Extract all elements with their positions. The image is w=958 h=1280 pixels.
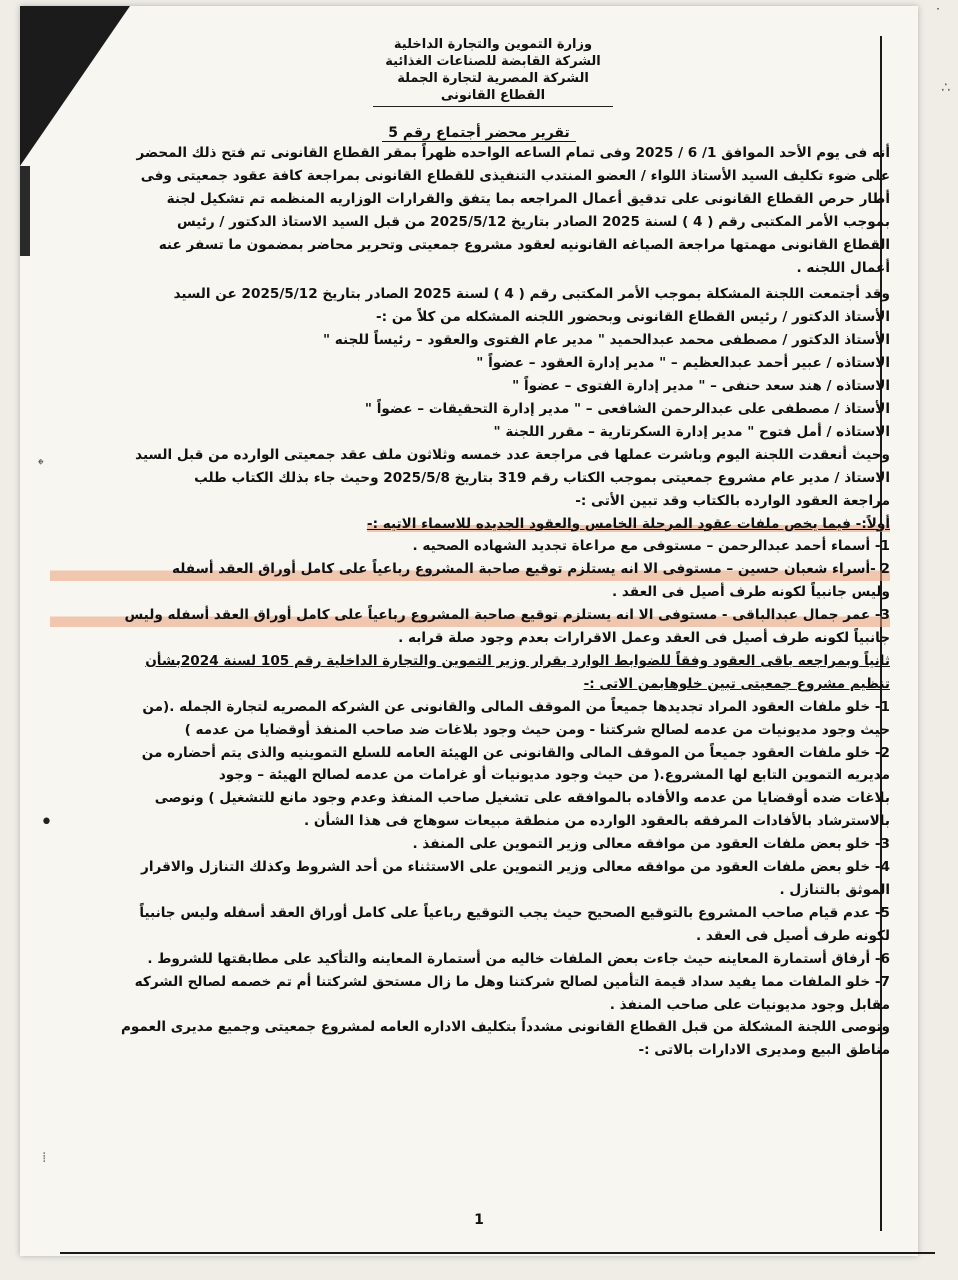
list-item: الاستاذه / هند سعد حنفى – " مدير إدارة الفتوى – عضواً ": [512, 378, 890, 395]
company-name: الشركة المصرية لتجارة الجملة: [397, 71, 589, 86]
page-number: 1: [474, 1212, 484, 1228]
list-item: وليس جانبياً لكونه طرف أصيل فى العقد .: [612, 584, 890, 601]
list-item: 1- أسماء أحمد عبدالرحمن – مستوفى مع مراعاة تجديد الشهاده الصحيه .: [412, 538, 890, 555]
session-paragraph: وحيث أنعقدت اللجنة اليوم وباشرت عملها فى مراجعة عدد خمسه وثلاثون ملف عقد جمعيتى الوارده من قبل السيد الاستاذ / مدير عام مشروع جمعيتى بموجب الكتاب رقم 319 بتاريخ 2025/5/8 وحيث جاء بذلك الكتاب طلب مراجعة العقود الوارده بالكتاب وقد تبين الأتى :-: [135, 446, 890, 509]
list-item: الاستاذه / أمل فتوح " مدير إدارة السكرتارية – مقرر اللجنة ": [493, 423, 890, 440]
first-heading: أولاً:- فيما يخص ملفات عقود المرحلة الخامس والعقود الجديده للاسماء الاتيه :-: [366, 515, 890, 532]
page-frame-bottom: [60, 1252, 935, 1254]
list-item: بالاسترشاد بالأفادات المرفقه بالعقود الوارده من منطقة مبيعات سوهاج فى هذا الشأن .: [304, 813, 890, 830]
document-title: تقرير محضر أجتماع رقم 5: [0, 125, 958, 141]
list-item: 2 -أسراء شعبان حسين – مستوفى الا انه يستلزم توقيع صاحبة المشروع رباعياً على كامل أوراق العقد أسفله: [50, 558, 890, 581]
intro-paragraph: أنه فى يوم الأحد الموافق 1/ 6 / 2025 وفى تمام الساعه الواحده ظهراً بمقر القطاع القانونى تم فتح ذلك المحضر على ضوء تكليف السيد الأستاذ اللواء / العضو المنتدب التنفيذى للقطاع القانونى بمراجعة كافة عقود جمعيتى وفى أطار حرص القطاع القانونى على تدقيق أعمال المراجعه بما يتفق والقرارات الوزاريه المنظمه تم تشكيل لجنة بموجب الأمر المكتبى رقم ( 4 ) لسنة 2025 الصادر بتاريخ 2025/5/12 من قبل السيد الاستاذ الدكتور / رئيس القطاع القانونى مهمتها مراجعة الصياغه القانونيه لعقود مشروع جمعيتى وتحرير محاضر بمضمون ما تسفر عنه أعمال اللجنه .: [136, 145, 890, 276]
list-item: لكونه طرف أصيل فى العقد .: [696, 927, 890, 944]
page-shadow-edge: [20, 166, 30, 256]
closing-paragraph: وتوصى اللجنة المشكلة من قبل القطاع القانونى مشدداً بتكليف الاداره العامه لمشروع جمعيتى وجميع مديرى العموم مناطق البيع ومديرى الادارات بالاتى :-: [120, 1019, 890, 1059]
holding-company-name: الشركة القابضة للصناعات الغذائية: [385, 54, 601, 69]
margin-mark-left: 𝄌: [38, 455, 44, 474]
margin-mark-left-2: •: [40, 810, 53, 835]
members-list: [50, 329, 890, 444]
list-item: بلاغات ضده أوقضايا من عدمه والأفاده بالموافقه على تشغيل صاحب المنفذ وعدم وجود مانع للتشغيل ) ونوصى: [154, 790, 890, 807]
list-item: 4- خلو بعض ملفات العقود من موافقه معالى وزير التموين على الاستثناء من أحد الشروط وكذلك التنازل والاقرار: [141, 859, 890, 876]
scan-mark: ·: [936, 2, 940, 16]
header-rule: [373, 106, 613, 107]
list-item: مديريه التموين التابع لها المشروع.( من حيث وجود مديونيات أو غرامات من عدمه لصالح الهيئة – وجود: [218, 767, 890, 784]
ministry-name: وزارة التموين والتجارة الداخلية: [393, 37, 593, 52]
list-item: الأستاذ الدكتور / مصطفى محمد عبدالحميد " مدير عام الفتوى والعقود – رئيساً للجنه ": [322, 332, 890, 349]
list-item: 6- أرفاق أستمارة المعاينه حيث جاءت بعض الملفات خاليه من أستمارة المعاينه والتأكيد على مطابقتها للشروط .: [147, 950, 890, 967]
letterhead: [368, 36, 618, 107]
department-name: القطاع القانونى: [440, 88, 546, 103]
list-item: 3- عمر جمال عبدالباقى - مستوفى الا انه يستلزم توقيع صاحبة المشروع رباعياً على كامل أوراق العقد أسفله وليس: [50, 604, 890, 627]
list-item: مقابل وجود مديونيات على صاحب المنفذ .: [609, 996, 890, 1013]
list-item: حيث وجود مديونيات من عدمه لصالح شركتنا - ومن حيث وجود بلاغات ضد صاحب المنفذ أوقضايا من عدمه ): [184, 721, 890, 738]
list-item: الاستاذه / عبير أحمد عبدالعظيم – " مدير إدارة العقود – عضواً ": [476, 355, 890, 372]
second-heading: ثانياً وبمراجعه باقى العقود وفقاً للضوابط الوارد بقرار وزير التموين والتجارة الداخلية رقم 105 لسنة 2024بشأن تنظيم مشروع جمعيتى تبين خلوهابمن الاتى :-: [145, 652, 890, 692]
committee-paragraph: وقد أجتمعت اللجنة المشكلة بموجب الأمر المكتبى رقم ( 4 ) لسنة 2025 الصادر بتاريخ 2025/5/12 عن السيد الأستاذ الدكتور / رئيس القطاع القانونى وبحضور اللجنه المشكله من كلاً من :-: [173, 286, 890, 326]
list-item: 2- خلو ملفات العقود جميعاً من الموقف المالى والقانونى عن الهيئة العامه للسلع التموينيه والذى يتم أحضاره من: [141, 744, 890, 761]
document-body: [50, 142, 890, 1062]
second-items-list: [50, 696, 890, 1017]
first-items-list: [50, 535, 890, 650]
list-item: الأستاذ / مصطفى على عبدالرحمن الشافعى – " مدير إدارة التحقيقات – عضواً ": [364, 400, 890, 417]
margin-mark-left-3: ⁞: [42, 1150, 47, 1166]
list-item: الموثق بالتنازل .: [779, 882, 890, 898]
list-item: 1- خلو ملفات العقود المراد تجديدها جميعاً من الموقف المالى والقانونى عن الشركه المصريه لتجارة الجمله .(من: [142, 698, 890, 715]
list-item: 7- خلو الملفات مما يفيد سداد قيمة التأمين لصالح شركتنا وهل ما زال مستحق لشركتنا أم تم خصمه لصالح الشركه: [134, 973, 890, 990]
list-item: 5- عدم قيام صاحب المشروع بالتوقيع الصحيح حيث يجب التوقيع رباعياً على كامل أوراق العقد أسفله وليس جانبياً: [139, 904, 890, 921]
margin-mark: ∴: [941, 80, 950, 96]
list-item: جانبياً لكونه طرف أصيل فى العقد وعمل الاقرارات بعدم وجود صلة قرابه .: [398, 630, 890, 647]
list-item: 3- خلو بعض ملفات العقود من موافقه معالى وزير التموين على المنفذ .: [412, 836, 890, 853]
